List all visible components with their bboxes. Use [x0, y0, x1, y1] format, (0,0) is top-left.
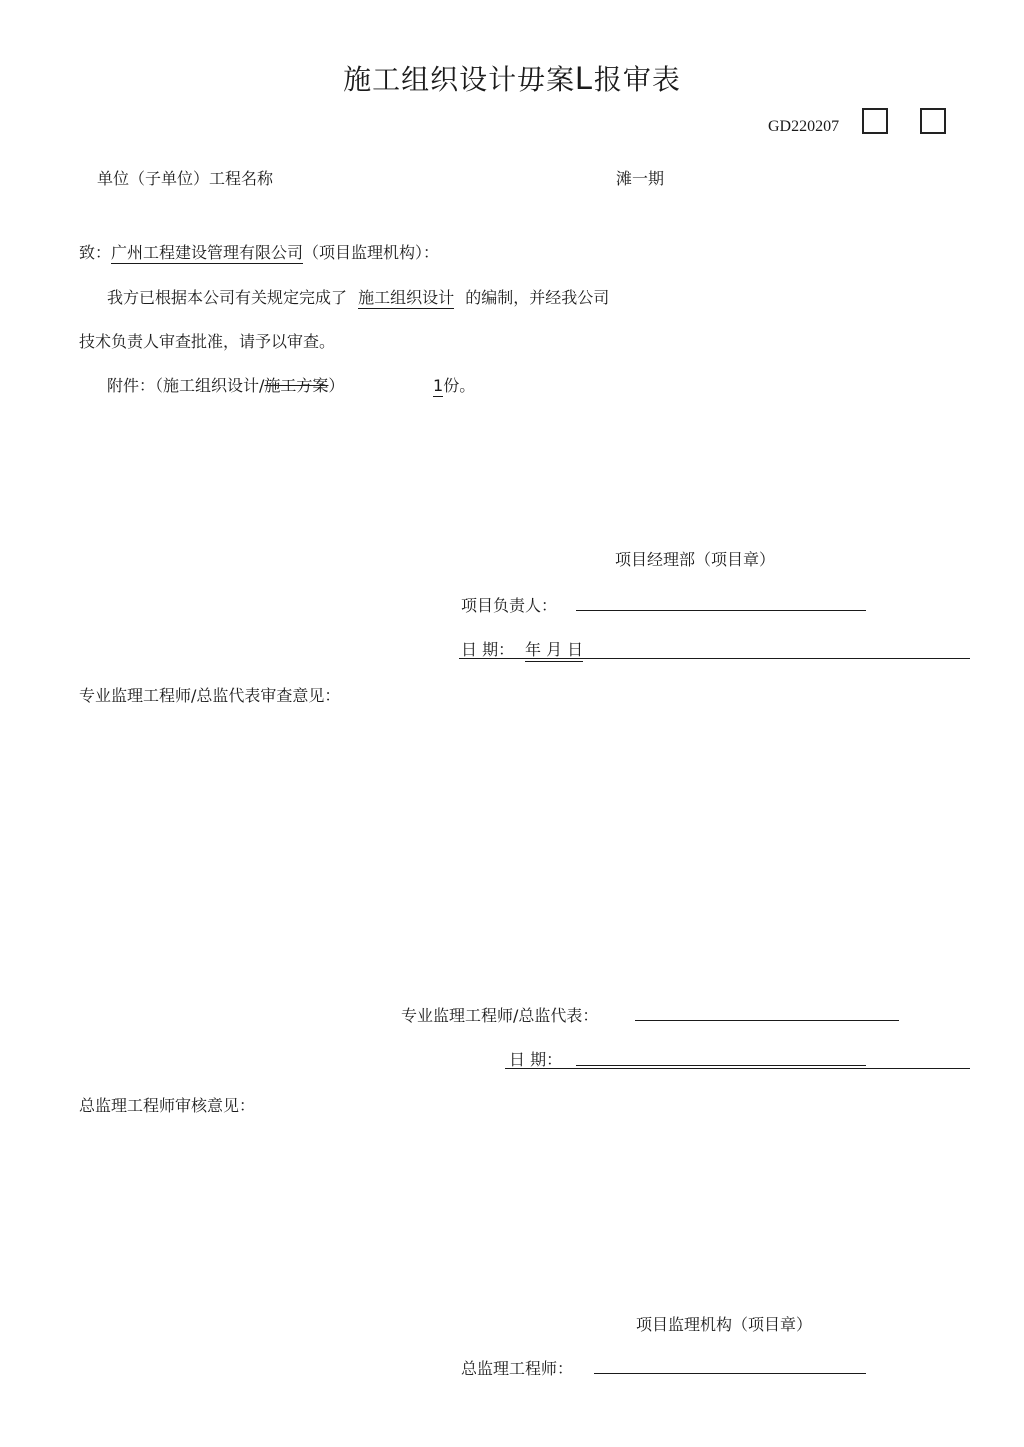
- form-code: GD220207: [768, 118, 840, 135]
- attachment-close: ）: [328, 376, 345, 395]
- attachment-struck-option: 施工方案: [264, 376, 329, 395]
- contractor-date-value: 年 月 日: [525, 637, 583, 662]
- chief-opinion-label: 总监理工程师审核意见：: [79, 1096, 256, 1115]
- specialist-signature-line[interactable]: [635, 1020, 899, 1021]
- manager-label: 项目负责人：: [461, 596, 558, 615]
- specialist-date-field-line[interactable]: [576, 1065, 866, 1066]
- body-line1-suffix: 的编制，并经我公司: [465, 288, 610, 307]
- attachment-count-group: [433, 373, 475, 396]
- checkbox-empty-icon[interactable]: [920, 108, 946, 134]
- body-line1-prefix: 我方已根据本公司有关规定完成了: [107, 288, 348, 307]
- chief-sign-label: 总监理工程师：: [461, 1359, 574, 1378]
- chief-seal-label: 项目监理机构（项目章）: [636, 1315, 813, 1334]
- addressee-suffix: （项目监理机构）：: [303, 243, 440, 262]
- unit-value: 滩一期: [616, 169, 665, 188]
- attachment-unit: 份。: [443, 376, 476, 395]
- title-glyph: L: [575, 60, 594, 96]
- specialist-date-rule: [505, 1068, 970, 1069]
- checkbox-empty-icon[interactable]: [862, 108, 888, 134]
- specialist-date-label: 日 期：: [509, 1050, 563, 1069]
- body-line-1: [107, 285, 609, 308]
- body-line-2: 技术负责人审查批准，请予以审查。: [79, 332, 336, 351]
- contractor-date-rule: [459, 658, 970, 659]
- contractor-dept-seal: 项目经理部（项目章）: [615, 550, 776, 569]
- addressee-prefix: 致：: [79, 243, 112, 262]
- chief-signature-line[interactable]: [594, 1373, 866, 1374]
- attachment-label: 附件：（施工组织设计/: [107, 376, 265, 395]
- page-title: [0, 58, 1024, 98]
- title-tail: 报审表: [593, 63, 681, 96]
- contractor-date-label: 日 期：: [461, 640, 515, 659]
- attachment-line: [107, 373, 344, 396]
- manager-signature-line[interactable]: [576, 610, 866, 611]
- specialist-opinion-label: 专业监理工程师/总监代表审查意见：: [79, 686, 341, 705]
- attachment-count: 1: [433, 376, 444, 395]
- body-document-name: 施工组织设计: [358, 288, 455, 307]
- addressee-line: [79, 240, 439, 263]
- addressee-org: 广州工程建设管理有限公司: [111, 243, 304, 262]
- specialist-sign-label: 专业监理工程师/总监代表：: [401, 1006, 599, 1025]
- unit-label: 单位（子单位）工程名称: [97, 169, 274, 188]
- title-main: 施工组织设计毋案: [343, 63, 576, 96]
